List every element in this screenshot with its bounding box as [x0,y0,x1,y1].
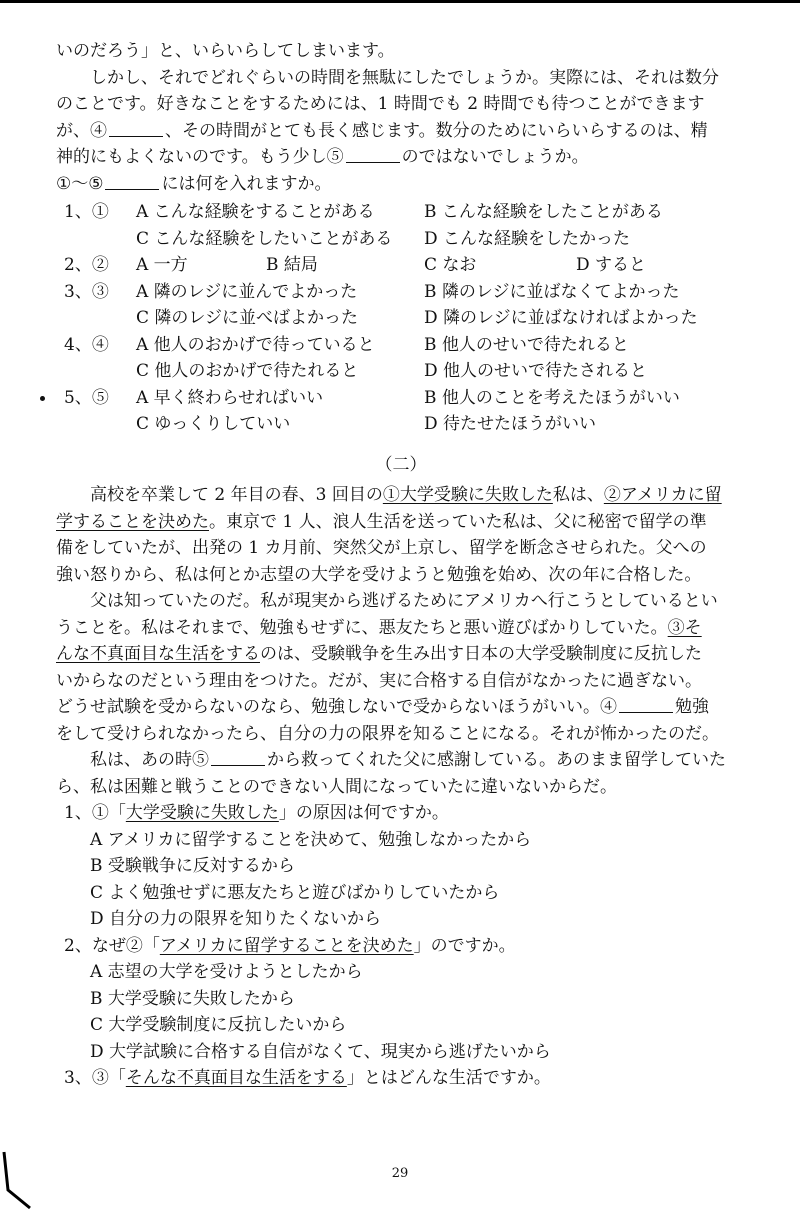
option-a: A こんな経験をすることがある [136,202,375,222]
text-line: しかし、それでどれぐらいの時間を無駄にしたでしょうか。実際には、それは数分 [90,67,719,88]
option-c: C なお [424,255,477,275]
blank-5 [346,147,400,163]
scan-edge-line [0,0,800,3]
choice: C 大学受験制度に反抗したいから [90,1015,347,1035]
text-line: ら、私は困難と戦うことのできない人間になっていたに違いないからだ。 [56,776,617,797]
choice: A 志望の大学を受けようとしたから [90,962,363,982]
option-a: A 早く終わらせればいい [136,387,324,408]
question: 3、③「そんな不真面目な生活をする」とはどんな生活ですか。 [64,1068,551,1088]
passage-2 [56,482,746,800]
option-c: C 他人のおかげで待たれると [136,361,359,381]
text-line: うことを。私はそれまで、勉強もせずに、悪友たちと悪い遊びばかりしていた。③そ [56,617,702,638]
option-b: B こんな経験をしたことがある [424,202,663,222]
option-a: A 一方 [136,255,188,275]
bullet-mark [40,396,45,401]
text-line: が、④ 、その時間がとても長く感じます。数分のためにいらいらするのは、精 [56,120,708,141]
text-line: 神的にもよくないのです。もう少し⑤ のではないでしょうか。 [56,147,589,167]
option-row: 5、⑤ A 早く終わらせればいい B 他人のことを考えたほうがいい [56,385,746,412]
text-line: 備をしていたが、出発の 1 カ月前、突然父が上京し、留学を断念させられた。父への [56,538,707,558]
text-line: をして受けられなかったら、自分の力の限界を知ることになる。それが怖かったのだ。 [56,723,719,744]
text-line: どうせ試験を受からないのなら、勉強しないで受からないほうがいい。④ 勉強 [56,697,709,717]
option-a: A 隣のレジに並んでよかった [136,281,358,302]
text-line: 高校を卒業して 2 年目の春、3 回目の①大学受験に失敗した私は、②アメリカに留 [90,485,722,505]
question-prompt: ①～⑤ には何を入れますか。 [56,173,332,194]
option-c: C こんな経験をしたいことがある [136,228,393,249]
option-row: 4、④ A 他人のおかげで待っていると B 他人のせいで待たれると [56,332,746,359]
text-line: いからなのだという理由をつけた。だが、実に合格する自信がなかったに過ぎない。 [56,670,702,691]
option-b: B 結局 [266,255,318,275]
option-row [56,411,746,438]
option-b: B 隣のレジに並ばなくてよかった [424,281,680,302]
option-c: C 隣のレジに並べばよかった [136,308,358,328]
text-line: 私は、あの時⑤ から救ってくれた父に感謝している。あのまま留学していた [90,750,726,770]
blank-prompt [105,174,159,190]
blank-4 [619,697,673,713]
choice: D 自分の力の限界を知りたくないから [90,909,382,929]
choice: D 大学試験に合格する自信がなくて、現実から逃げたいから [90,1041,551,1062]
option-d: D すると [576,255,647,275]
document-page [56,38,746,1092]
question: 1、①「大学受験に失敗した」の原因は何ですか。 [64,803,449,823]
question: 2、なぜ②「アメリカに留学することを決めた」のですか。 [64,935,516,956]
blank-5 [211,750,265,766]
option-d: D 隣のレジに並ばなければよかった [424,308,698,328]
blank-4 [109,121,163,137]
question-2-block [56,800,746,1092]
choice: B 大学受験に失敗したから [90,988,295,1009]
option-d: D こんな経験をしたかった [424,228,631,249]
option-row: 1、① A こんな経験をすることがある B こんな経験をしたことがある [56,199,746,226]
text-line: 学することを決めた。東京で 1 人、浪人生活を送っていた私は、父に秘密で留学の準 [56,511,707,532]
option-b: B 他人のせいで待たれると [424,334,629,355]
text-line: 父は知っていたのだ。私が現実から逃げるためにアメリカへ行こうとしているとい [90,591,718,611]
passage-1 [56,38,746,171]
option-row [56,358,746,385]
option-row [56,305,746,332]
option-a: A 他人のおかげで待っていると [136,334,375,355]
option-row: 2、② A 一方 B 結局 C なお D すると [56,252,746,279]
text-line: 強い怒りから、私は何とか志望の大学を受けようと勉強を始め、次の年に合格した。 [56,564,702,585]
choice: A アメリカに留学することを決めて、勉強しなかったから [90,829,532,850]
option-d: D 他人のせいで待たされると [424,361,648,381]
option-d: D 待たせたほうがいい [424,414,597,434]
option-row [56,226,746,253]
text-line: のことです。好きなことをするためには、1 時間でも 2 時間でも待つことができます [56,94,705,114]
text-line: んな不真面目な生活をするのは、受験戦争を生み出す日本の大学受験制度に反抗した [56,644,702,664]
section-title: （二） [375,454,427,475]
choice: B 受験戦争に反対するから [90,856,295,876]
page-number: 29 [391,1166,409,1181]
choice: C よく勉強せずに悪友たちと遊びばかりしていたから [90,882,500,903]
option-row: 3、③ A 隣のレジに並んでよかった B 隣のレジに並ばなくてよかった [56,279,746,306]
option-c: C ゆっくりしていい [136,414,291,434]
question-1-options [56,199,746,438]
text-line: いのだろう」と、いらいらしてしまいます。 [56,41,395,61]
option-b: B 他人のことを考えたほうがいい [424,387,680,408]
